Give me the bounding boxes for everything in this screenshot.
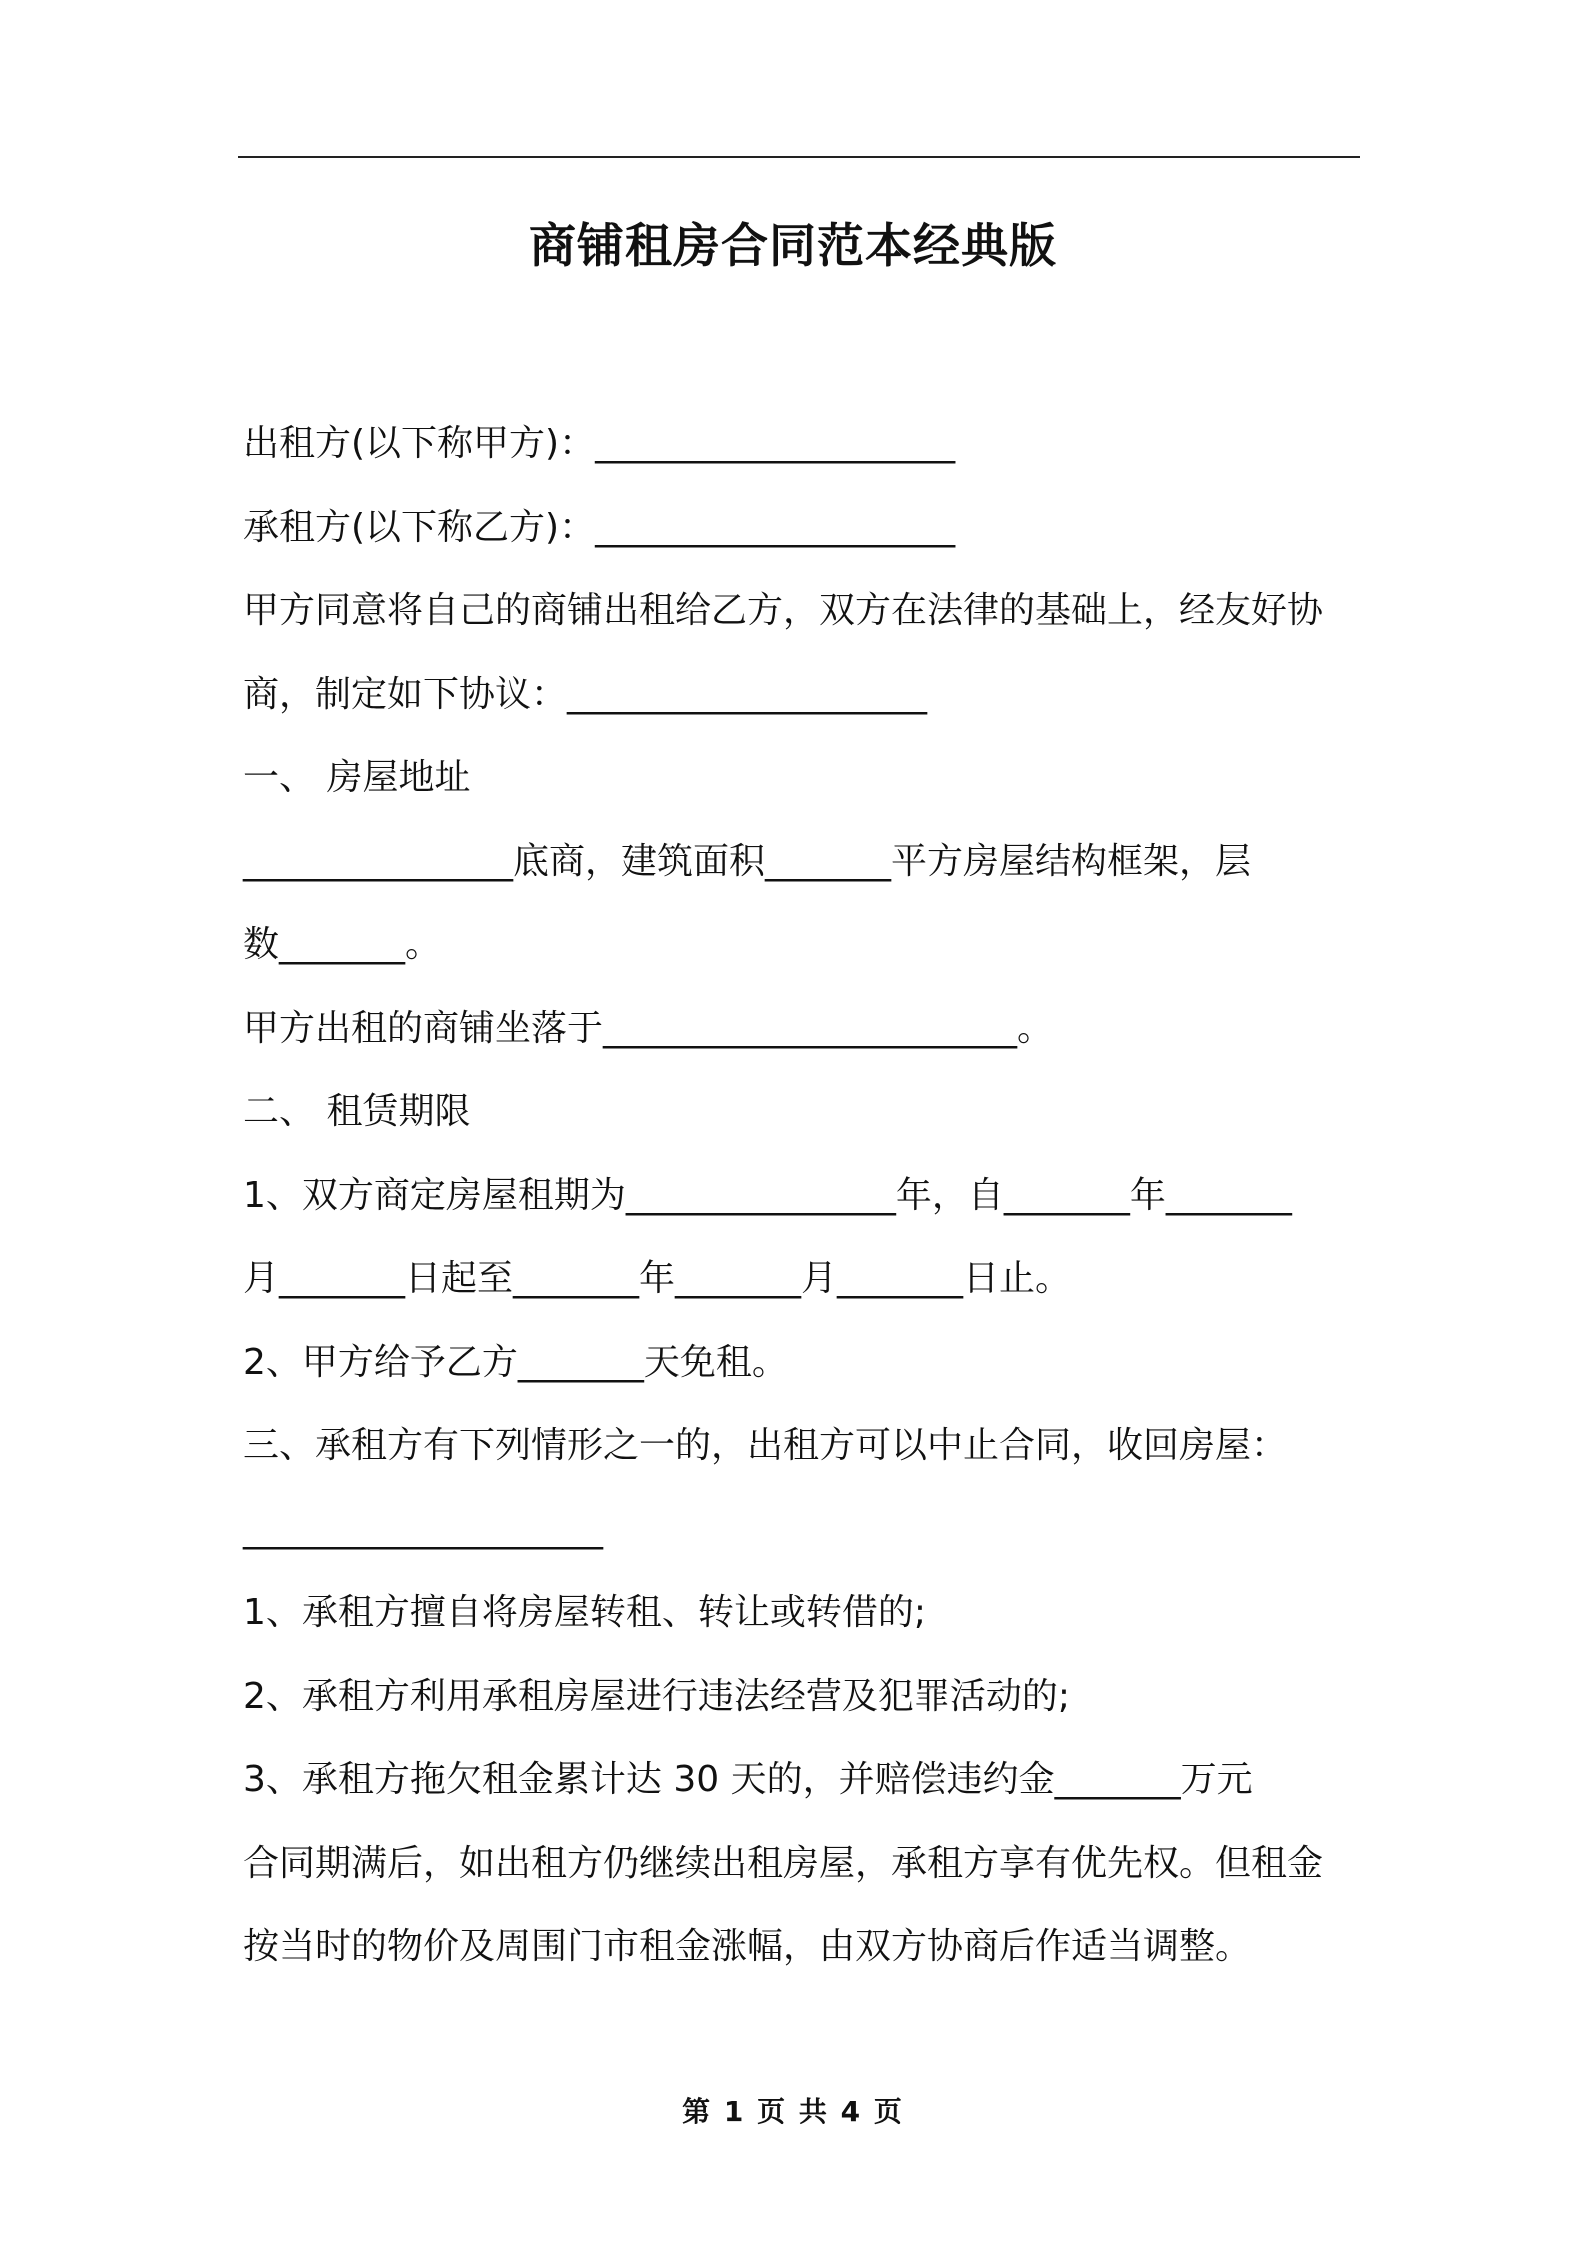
section-heading-term: 二、 租赁期限: [243, 1091, 471, 1132]
agreement-intro-line-1: 甲方同意将自己的商铺出租给乙方，双方在法律的基础上，经友好协: [243, 590, 1324, 631]
rent-free-line: 2、甲方给予乙方_______天免租。: [243, 1341, 788, 1383]
termination-clause-1: 1、承租方擅自将房屋转租、转让或转借的;: [243, 1592, 927, 1633]
termination-blank-line: ____________________: [243, 1508, 603, 1550]
document-body: [243, 402, 1357, 1989]
header-rule: [238, 156, 1360, 158]
term-line-2: 月_______日起至_______年_______月_______日止。: [243, 1258, 1072, 1299]
lessor-line: 出租方(以下称甲方)：____________________: [243, 423, 956, 464]
document-title: 商铺租房合同范本经典版: [529, 219, 1057, 274]
address-location-line: 甲方出租的商铺坐落于_______________________。: [243, 1007, 1054, 1049]
renewal-line-1: 合同期满后，如出租方仍继续出租房屋，承租方享有优先权。但租金: [243, 1842, 1324, 1884]
section-heading-address: 一、 房屋地址: [243, 757, 471, 798]
page-indicator: 第 1 页 共 4 页: [682, 2095, 904, 2128]
address-line-2: 数_______。: [243, 924, 442, 965]
termination-clause-3: 3、承租方拖欠租金累计达 30 天的，并赔偿违约金_______万元: [243, 1759, 1253, 1800]
termination-clause-2: 2、承租方利用承租房屋进行违法经营及犯罪活动的;: [243, 1675, 1071, 1717]
renewal-line-2: 按当时的物价及周围门市租金涨幅，由双方协商后作适当调整。: [243, 1926, 1252, 1967]
lessee-line: 承租方(以下称乙方)：____________________: [243, 506, 956, 548]
agreement-intro-line-2: 商，制定如下协议：____________________: [243, 673, 928, 715]
address-line-1: _______________底商，建筑面积_______平方房屋结构框架，层: [243, 840, 1252, 882]
section-heading-termination: 三、承租方有下列情形之一的，出租方可以中止合同，收回房屋：: [243, 1425, 1288, 1466]
term-line-1: 1、双方商定房屋租期为_______________年，自_______年_______: [243, 1174, 1292, 1216]
